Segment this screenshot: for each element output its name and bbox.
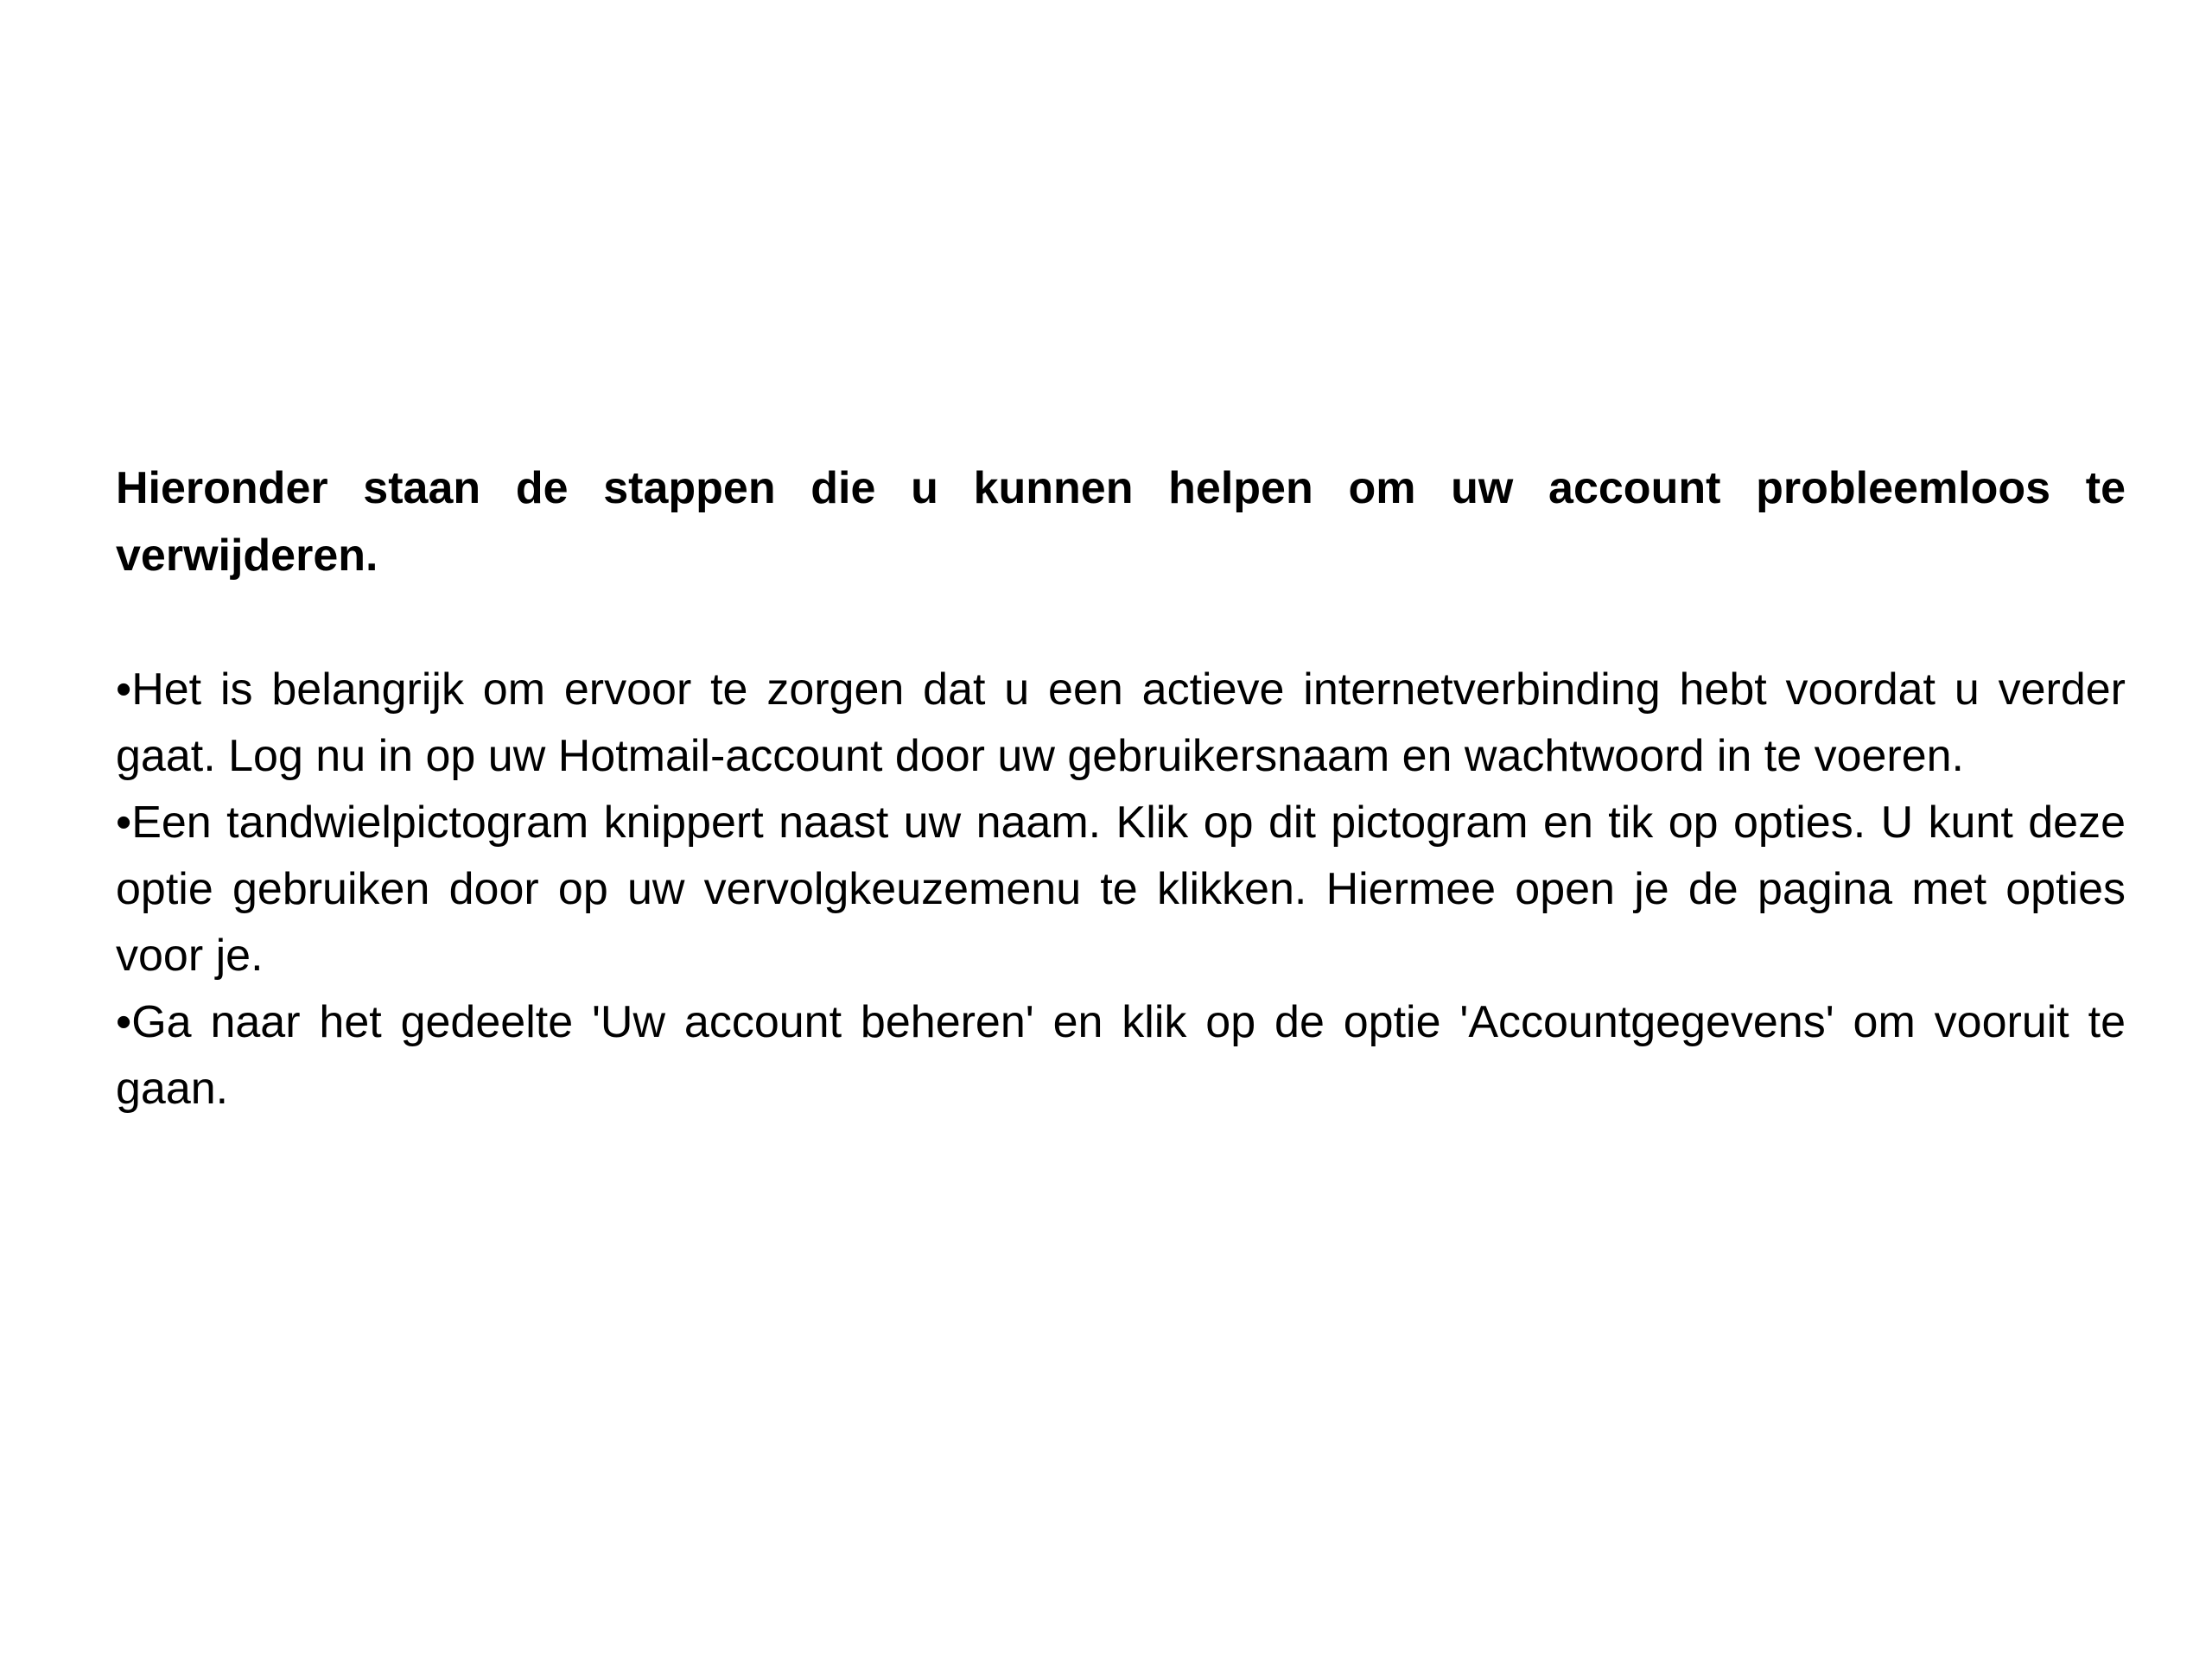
bullet-item: •Ga naar het gedeelte 'Uw account beheren' en klik op de optie 'Accountgegevens' om vooruit te gaan.	[116, 997, 2126, 1114]
bullet-item: •Het is belangrijk om ervoor te zorgen dat u een actieve internetverbinding hebt voordat u verder gaat. Log nu in op uw Hotmail-account door uw gebruikersnaam en wachtwoord in te voeren.	[116, 664, 2126, 781]
bullet-item: •Een tandwielpictogram knippert naast uw naam. Klik op dit pictogram en tik op opties. U kunt deze optie gebruiken door op uw vervolgkeuzemenu te klikken. Hiermee open je de pagina met opties voor je.	[116, 798, 2126, 981]
slide-heading: Hieronder staan de stappen die u kunnen helpen om uw account probleemloos te verwijderen.	[116, 463, 2126, 581]
slide-content	[116, 454, 2126, 1122]
bullet-list	[116, 657, 2126, 1122]
